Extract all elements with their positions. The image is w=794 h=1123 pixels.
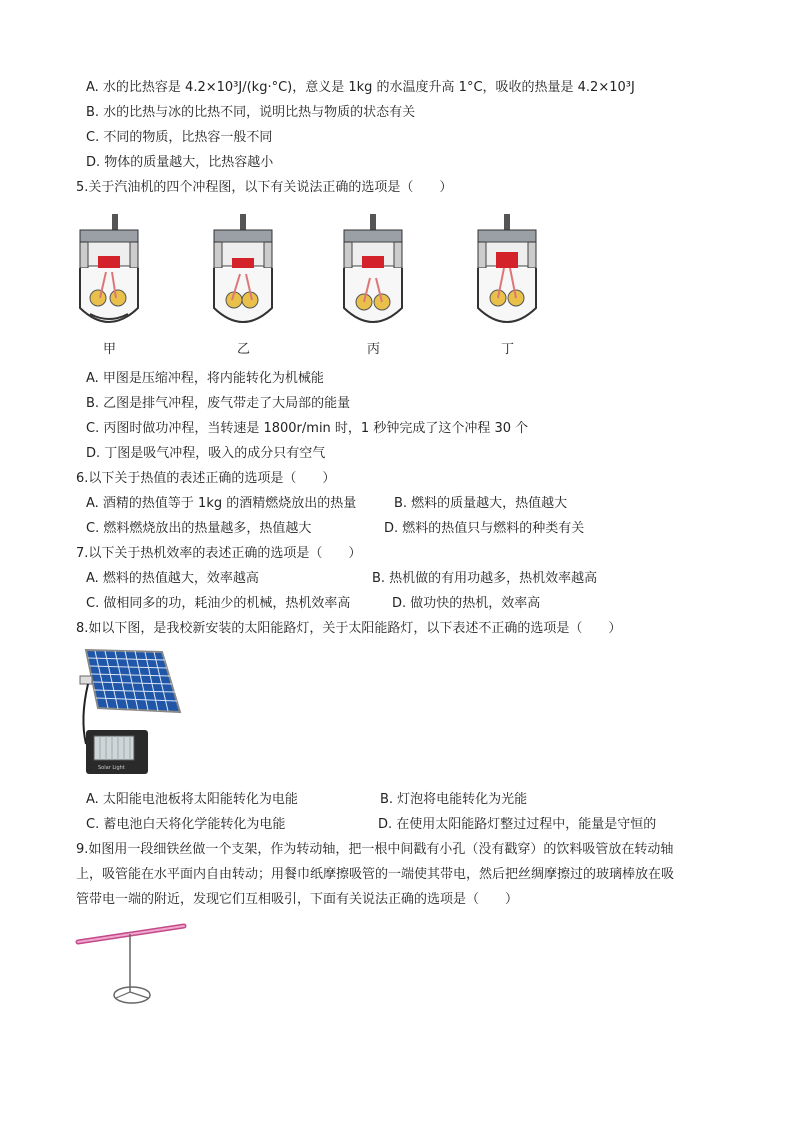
straw-pivot-figure xyxy=(74,918,190,1010)
q7-option-b: B. 热机做的有用功越多，热机效率越高 xyxy=(372,571,598,586)
q6-option-a: A. 酒精的热值等于 1kg 的酒精燃烧放出的热量 xyxy=(86,496,357,511)
q8-stem: 8.如以下图，是我校新安装的太阳能路灯，关于太阳能路灯，以下表述不正确的选项是（ ） xyxy=(76,621,622,636)
engine-figure-bing xyxy=(340,212,406,334)
q4-option-c: C. 不同的物质，比热容一般不同 xyxy=(86,130,273,145)
q6-option-b: B. 燃料的质量越大，热值越大 xyxy=(394,496,568,511)
engine-label-ding: 丁 xyxy=(501,342,515,357)
q6-stem: 6.以下关于热值的表述正确的选项是（ ） xyxy=(76,471,336,486)
q7-option-c: C. 做相同多的功，耗油少的机械，热机效率高 xyxy=(86,596,351,611)
q9-stem-line1: 9.如图用一段细铁丝做一个支架，作为转动轴，把一根中间戳有小孔（没有戳穿）的饮料吸管放在转动轴 xyxy=(76,842,674,857)
q4-option-a: A. 水的比热容是 4.2×10³J/(kg·°C)，意义是 1kg 的水温度升高 1°C，吸收的热量是 4.2×10³J xyxy=(86,80,635,95)
q8-option-b: B. 灯泡将电能转化为光能 xyxy=(380,792,528,807)
engine-label-bing: 丙 xyxy=(367,342,381,357)
q7-stem: 7.以下关于热机效率的表述正确的选项是（ ） xyxy=(76,546,362,561)
engine-figure-jia xyxy=(76,212,142,334)
q5-stem: 5.关于汽油机的四个冲程图，以下有关说法正确的选项是（ ） xyxy=(76,180,453,195)
q5-option-d: D. 丁图是吸气冲程，吸入的成分只有空气 xyxy=(86,446,326,461)
q5-option-c: C. 丙图时做功冲程，当转速是 1800r/min 时，1 秒钟完成了这个冲程 30 个 xyxy=(86,421,529,436)
q8-option-a: A. 太阳能电池板将太阳能转化为电能 xyxy=(86,792,298,807)
engine-figure-yi xyxy=(210,212,276,334)
engine-label-jia: 甲 xyxy=(103,342,117,357)
q8-option-d: D. 在使用太阳能路灯整过过程中，能量是守恒的 xyxy=(378,817,657,832)
q9-stem-line2: 上，吸管能在水平面内自由转动；用餐巾纸摩擦吸管的一端使其带电，然后把丝绸摩擦过的玻璃棒放在吸 xyxy=(76,867,675,882)
q6-option-d: D. 燃料的热值只与燃料的种类有关 xyxy=(384,521,585,536)
q4-option-b: B. 水的比热与冰的比热不同，说明比热与物质的状态有关 xyxy=(86,105,416,120)
q5-option-b: B. 乙图是排气冲程，废气带走了大局部的能量 xyxy=(86,396,351,411)
q6-option-c: C. 燃料燃烧放出的热量越多，热值越大 xyxy=(86,521,312,536)
q5-option-a: A. 甲图是压缩冲程，将内能转化为机械能 xyxy=(86,371,324,386)
engine-label-yi: 乙 xyxy=(237,342,251,357)
solar-light-brand-text: Solar Light xyxy=(98,765,125,771)
q7-option-a: A. 燃料的热值越大，效率越高 xyxy=(86,571,259,586)
q8-option-c: C. 蓄电池白天将化学能转化为电能 xyxy=(86,817,286,832)
solar-street-light-image xyxy=(74,648,186,780)
q7-option-d: D. 做功快的热机，效率高 xyxy=(392,596,541,611)
q9-stem-line3: 管带电一端的附近，发现它们互相吸引，下面有关说法正确的选项是（ ） xyxy=(76,892,519,907)
q4-option-d: D. 物体的质量越大，比热容越小 xyxy=(86,155,274,170)
engine-figure-ding xyxy=(474,212,540,334)
